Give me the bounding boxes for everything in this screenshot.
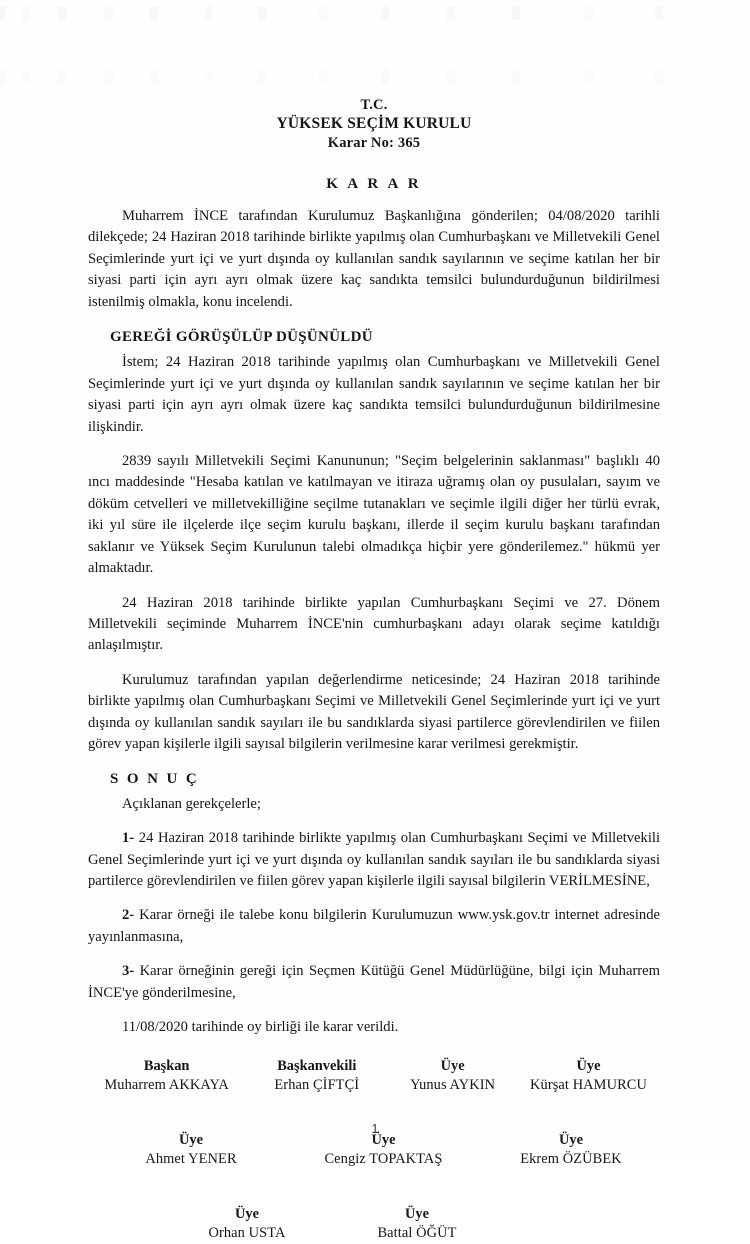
conclusion-heading: S O N U Ç (110, 770, 200, 787)
signature-row-3 (88, 1205, 734, 1243)
signatory-name: Battal ÖĞÜT (377, 1225, 457, 1242)
deliberation-paragraph-4: Kurulumuz tarafından yapılan değerlendirme neticesinde; 24 Haziran 2018 tarihinde birlikte yapılmış olan Cumhurbaşkanı Seçimi ve Milletvekili Genel Seçimlerinde yurt içi ve yurt dışında oy kullanılan sandık sayıları ile bu sandıklarda siyasi partilerce görevlendirilen ve fiilen görev yapan kişilerle ilgili sayısal bilgilerin verilmesine karar verilmesi gerekmiştir. (88, 671, 660, 753)
signatory-name: Ekrem ÖZÜBEK (520, 1151, 622, 1168)
signatory-name: Erhan ÇİFTÇİ (274, 1076, 360, 1093)
signatory-name: Muharrem AKKAYA (104, 1076, 229, 1093)
document-content (88, 0, 660, 1244)
signatory-name: Ahmet YENER (145, 1151, 237, 1168)
signatory-title: Üye (405, 1206, 429, 1223)
organization-name: YÜKSEK SEÇİM KURULU (276, 115, 472, 133)
country-code: T.C. (360, 97, 388, 113)
masthead (88, 96, 660, 152)
signatory-uye-topaktas (286, 1131, 481, 1169)
signatory-title: Üye (235, 1206, 259, 1223)
conclusion-item-2 (88, 905, 660, 948)
conclusion-item-3-text: Karar örneğinin gereği için Seçmen Kütüğü Genel Müdürlüğüne, bilgi için Muharrem İNCE'ye gönderilmesine, (88, 963, 660, 1001)
signatory-title: Üye (576, 1057, 601, 1074)
signatory-uye-ozubek (481, 1131, 661, 1169)
deliberation-paragraph-2: 2839 sayılı Milletvekili Seçimi Kanununun; "Seçim belgelerinin saklanması" başlıklı 40 ıncı maddesinde "Hesaba katılan ve katılmayan ve itiraza uğramış olan oy pusulaları, sayım ve döküm cetvelleri ve milletvekilliğine seçilme tutanakları ve seçimle ilgili diğer her türlü evrak, iki yıl süre ile ilçelerde ilçe seçim kurulu başkanı, illerde il seçim kurulu başkanı tarafından saklanır ve Yüksek Seçim Kurulunun talebi olmadıkça hiçbir yere gönderilemez." hükmü yer almaktadır. (88, 452, 660, 577)
signatory-title: Başkanvekili (277, 1057, 357, 1074)
conclusion-item-2-number: 2- (122, 907, 135, 924)
signature-row-2 (88, 1131, 668, 1169)
signatory-name: Orhan USTA (208, 1225, 286, 1242)
deliberation-paragraph-3: 24 Haziran 2018 tarihinde birlikte yapılan Cumhurbaşkanı Seçimi ve 27. Dönem Milletvekili seçiminde Muharrem İNCE'nin cumhurbaşkanı adayı olarak seçime katıldığı anlaşılmıştır. (88, 594, 660, 654)
signatory-name: Cengiz TOPAKTAŞ (324, 1151, 443, 1168)
deliberation-paragraph-1: İstem; 24 Haziran 2018 tarihinde yapılmış olan Cumhurbaşkanı ve Milletvekili Genel Seçimlerinde yurt içi ve yurt dışında oy kullanılan sandık sayılarının ve seçime katılan her bir siyasi parti için ayrı ayrı olmak üzere kaç sandıkta temsilci bulundurduğunun bildirilmesine ilişkindir. (88, 354, 660, 435)
signatory-title: Üye (440, 1057, 465, 1074)
page-title: K A R A R (326, 176, 422, 193)
signatory-title: Üye (559, 1131, 583, 1148)
intro-paragraph: Muharrem İNCE tarafından Kurulumuz Başkanlığına gönderilen; 04/08/2020 tarihli dilekçede; 24 Haziran 2018 tarihinde birlikte yapılmış olan Cumhurbaşkanı ve Milletvekili Genel Seçimlerinde yurt içi ve yurt dışında oy kullanılan sandık sayılarının ve seçime katılan her bir siyasi parti için ayrı ayrı olmak üzere kaç sandıkta temsilci bulundurduğunun bildirilmesi istenilmiş olmakla, konu incelendi. (88, 208, 660, 310)
conclusion-lead: Açıklanan gerekçelerle; (122, 795, 261, 812)
signatory-uye-ogut (332, 1205, 502, 1243)
conclusion-item-1-text: 24 Haziran 2018 tarihinde birlikte yapılmış olan Cumhurbaşkanı Seçimi ve Milletvekili Genel Seçimlerinde yurt içi ve yurt dışında oy kullanılan sandık sayıları ile bu sandıklarda siyasi partilerce görevlendirilen ve fiilen görev yapan kişilerle ilgili sayısal bilgilerin VERİLMESİNE, (88, 830, 660, 889)
signatory-uye-yener (96, 1131, 286, 1169)
deliberation-heading: GEREĞİ GÖRÜŞÜLÜP DÜŞÜNÜLDÜ (110, 329, 373, 346)
signatory-uye-usta (162, 1205, 332, 1243)
signatory-title: Üye (179, 1131, 203, 1148)
signatory-name: Yunus AYKIN (410, 1076, 496, 1093)
signatory-title: Başkan (143, 1057, 190, 1074)
conclusion-item-3 (88, 961, 660, 1004)
decision-number: Karar No: 365 (327, 134, 421, 151)
signatory-baskan (88, 1057, 245, 1095)
signatory-baskanvekili (245, 1057, 388, 1095)
conclusion-item-2-text: Karar örneği ile talebe konu bilgilerin Kurulumuzun www.ysk.gov.tr internet adresinde yayınlanmasına, (88, 907, 660, 945)
conclusion-item-3-number: 3- (122, 963, 135, 980)
signatory-title: Üye (371, 1131, 396, 1148)
conclusion-item-1-number: 1- (122, 830, 135, 847)
decision-date-line: 11/08/2020 tarihinde oy birliği ile karar verildi. (122, 1019, 399, 1036)
conclusion-item-1 (88, 828, 660, 892)
page-number: 1 (371, 1122, 379, 1136)
signatory-uye-aykin (388, 1057, 517, 1095)
signatory-name: Kürşat HAMURCU (530, 1076, 647, 1093)
signature-row-1 (88, 1057, 660, 1095)
signatory-uye-hamurcu (517, 1057, 660, 1095)
